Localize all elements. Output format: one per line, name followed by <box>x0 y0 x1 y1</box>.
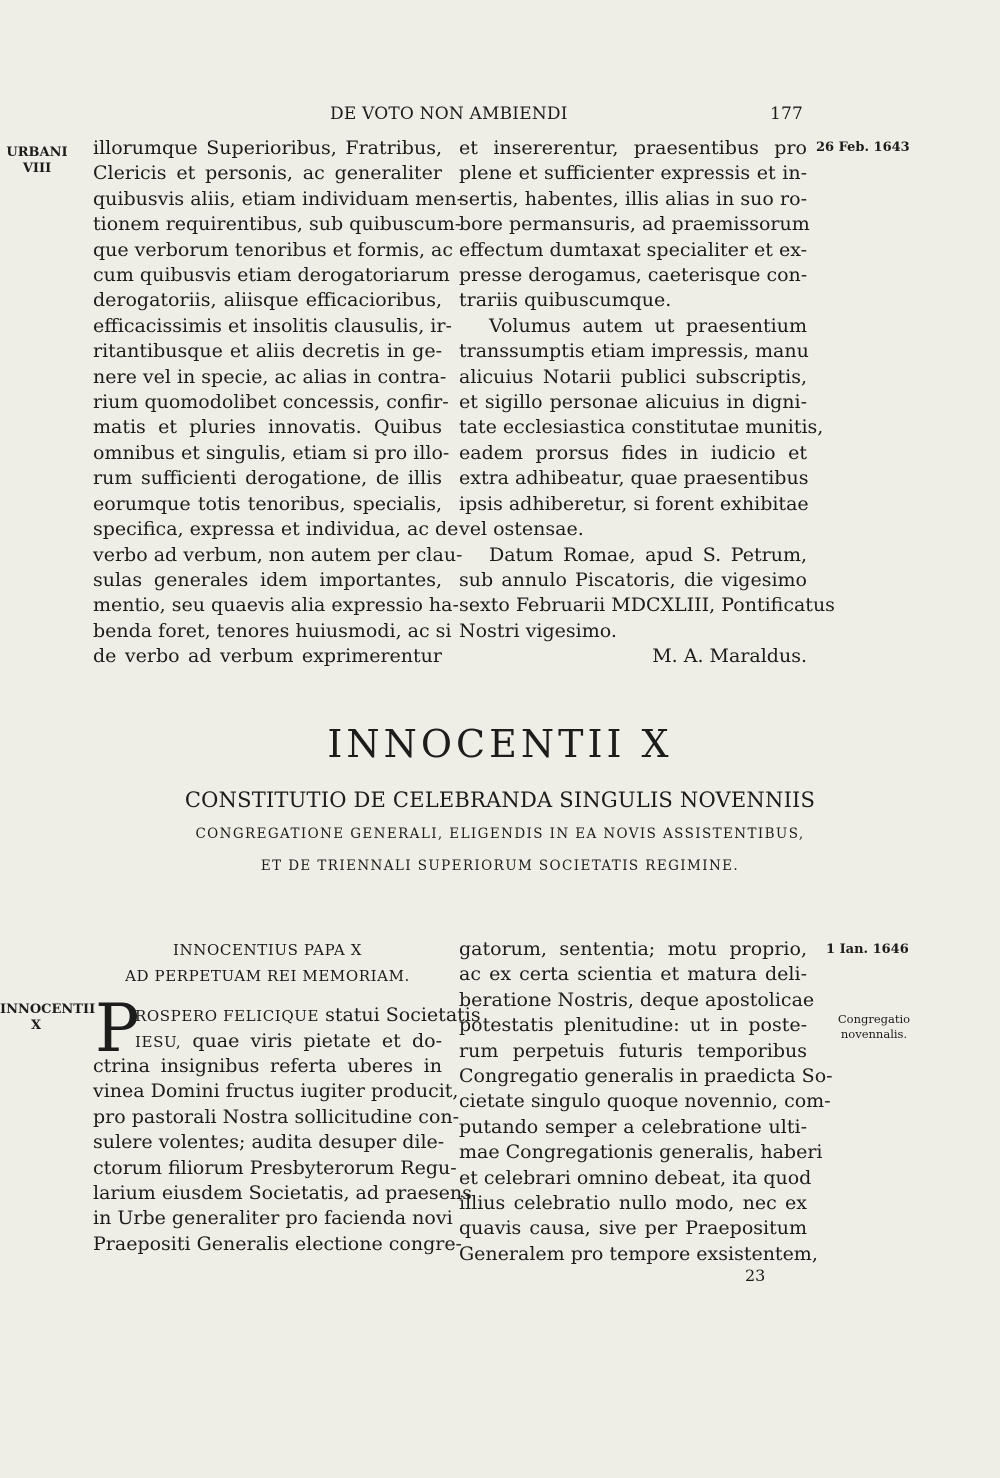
text-line: que verborum tenoribus et formis, ac <box>93 238 453 261</box>
text-line: sub annulo Piscatoris, die vigesimo <box>459 568 807 591</box>
text-line: pro pastorali Nostra sollicitudine con- <box>93 1105 460 1128</box>
text-line: Clericis et personis, ac generaliter <box>93 162 442 185</box>
text-line: sertis, habentes, illis alias in suo ro- <box>459 187 807 210</box>
text-line: mentio, seu quaevis alia expressio ha- <box>93 594 459 617</box>
text-line: specifica, expressa et individua, ac de <box>93 518 459 541</box>
text-line: trariis quibuscumque. <box>459 289 672 312</box>
text-line: nere vel in specie, ac alias in contra- <box>93 365 447 388</box>
text-line: putando semper a celebratione ulti- <box>459 1115 807 1138</box>
margin-pope-urban: URBANI VIII <box>6 145 68 176</box>
text-line: de verbo ad verbum exprimerentur <box>93 645 442 668</box>
text-line: cum quibusvis etiam derogatoriarum <box>93 264 450 287</box>
text-line: sexto Februarii MDCXLIII, Pontificatus <box>459 594 835 617</box>
text-line: transsumptis etiam impressis, manu <box>459 340 809 363</box>
papal-address: INNOCENTIUS PAPA X <box>173 941 362 959</box>
text-line: beratione Nostris, deque apostolicae <box>459 988 815 1011</box>
lower-left-column <box>93 1054 472 1257</box>
text-line: rum perpetuis futuris temporibus <box>459 1039 807 1062</box>
page-number: 177 <box>770 104 804 124</box>
text-line: gatorum, sententia; motu proprio, <box>459 938 807 960</box>
text-line: et insererentur, praesentibus pro <box>459 137 807 159</box>
text-line: ac ex certa scientia et matura deli- <box>459 963 807 986</box>
signature: M. A. Maraldus. <box>652 645 807 668</box>
text-line: omnibus et singulis, etiam si pro illo- <box>93 441 450 464</box>
papal-address-2: AD PERPETUAM REI MEMORIAM. <box>125 967 410 985</box>
document-title: INNOCENTII X <box>327 722 673 766</box>
text-line: benda foret, tenores huiusmodi, ac si <box>93 619 452 642</box>
document-subtitle: CONSTITUTIO DE CELEBRANDA SINGULIS NOVENNIIS <box>184 788 816 812</box>
margin-note-congregatio: Congregatio novennalis. <box>837 1012 911 1041</box>
text-line: illius celebratio nullo modo, nec ex <box>459 1192 807 1215</box>
text-line: ROSPERO FELICIQUE statui Societatis <box>135 1004 481 1026</box>
text-line: eorumque totis tenoribus, specialis, <box>93 492 442 515</box>
text-line: et celebrari omnino debeat, ita quod <box>459 1166 812 1189</box>
margin-date-1643: 26 Feb. 1643 <box>816 140 910 155</box>
text-line: cietate singulo quoque novennio, com- <box>459 1090 831 1113</box>
text-line: rium quomodolibet concessis, confir- <box>93 391 449 414</box>
text-line: IESU, quae viris pietate et do- <box>135 1030 443 1053</box>
text-line: extra adhibeatur, quae praesentibus <box>459 467 809 490</box>
running-title: DE VOTO NON AMBIENDI <box>330 104 568 124</box>
text-line: ctrina insignibus referta uberes in <box>93 1055 442 1077</box>
text-line: Volumus autem ut praesentium <box>489 314 807 337</box>
text-line: derogatoriis, aliisque efficacioribus, <box>93 289 442 312</box>
text-line: Generalem pro tempore exsistentem, <box>459 1242 818 1265</box>
lower-right-column <box>459 937 833 1267</box>
text-line: rum sufficienti derogatione, de illis <box>93 467 442 490</box>
subtitle-line-2: CONGREGATIONE GENERALI, ELIGENDIS IN EA NOVIS ASSISTENTIBUS, <box>195 826 805 842</box>
text-line: efficacissimis et insolitis clausulis, ir- <box>93 314 452 337</box>
text-line: illorumque Superioribus, Fratribus, <box>93 137 442 159</box>
text-line: sulere volentes; audita desuper dile- <box>93 1131 445 1154</box>
lower-left-opening <box>135 1003 481 1056</box>
margin-pope-innocent: INNOCENTII X <box>0 1002 96 1033</box>
text-line: bore permansuris, ad praemissorum <box>459 213 810 236</box>
subtitle-line-3: ET DE TRIENNALI SUPERIORUM SOCIETATIS REGIMINE. <box>260 858 740 874</box>
text-line: vel ostensae. <box>459 518 584 541</box>
text-line: larium eiusdem Societatis, ad praesens <box>93 1182 472 1205</box>
text-line: alicuius Notarii publici subscriptis, <box>459 365 807 388</box>
text-line: in Urbe generaliter pro facienda novi <box>93 1207 453 1230</box>
text-line: matis et pluries innovatis. Quibus <box>93 416 442 439</box>
margin-date-1646: 1 Ian. 1646 <box>826 942 909 957</box>
text-line: Nostri vigesimo. <box>459 619 617 642</box>
text-line: ctorum filiorum Presbyterorum Regu- <box>93 1156 457 1179</box>
upper-left-column <box>93 136 464 670</box>
text-line: eadem prorsus fides in iudicio et <box>459 441 807 464</box>
text-line: ipsis adhiberetur, si forent exhibitae <box>459 492 809 515</box>
text-line: vinea Domini fructus iugiter producit, <box>93 1080 459 1103</box>
text-line: Datum Romae, apud S. Petrum, <box>489 543 807 566</box>
text-line: Congregatio generalis in praedicta So- <box>459 1065 833 1088</box>
upper-right-column <box>459 136 835 670</box>
text-line: ritantibusque et aliis decretis in ge- <box>93 340 442 363</box>
text-line: verbo ad verbum, non autem per clau- <box>93 543 463 566</box>
text-line: tionem requirentibus, sub quibuscum- <box>93 213 462 236</box>
drop-cap: P <box>95 990 140 1067</box>
text-line: et sigillo personae alicuius in digni- <box>459 391 807 414</box>
signature-mark: 23 <box>745 1266 766 1285</box>
text-line: quavis causa, sive per Praepositum <box>459 1217 807 1240</box>
text-line: tate ecclesiastica constitutae munitis, <box>459 416 824 439</box>
text-line: mae Congregationis generalis, haberi <box>459 1141 823 1164</box>
text-line: sulas generales idem importantes, <box>93 568 442 591</box>
text-line: Praepositi Generalis electione congre- <box>93 1232 462 1255</box>
text-line: potestatis plenitudine: ut in poste- <box>459 1014 807 1037</box>
text-line: quibusvis aliis, etiam individuam men- <box>93 187 464 210</box>
text-line: effectum dumtaxat specialiter et ex- <box>459 238 807 261</box>
text-line: presse derogamus, caeterisque con- <box>459 264 808 287</box>
text-line: plene et sufficienter expressis et in- <box>459 162 807 185</box>
